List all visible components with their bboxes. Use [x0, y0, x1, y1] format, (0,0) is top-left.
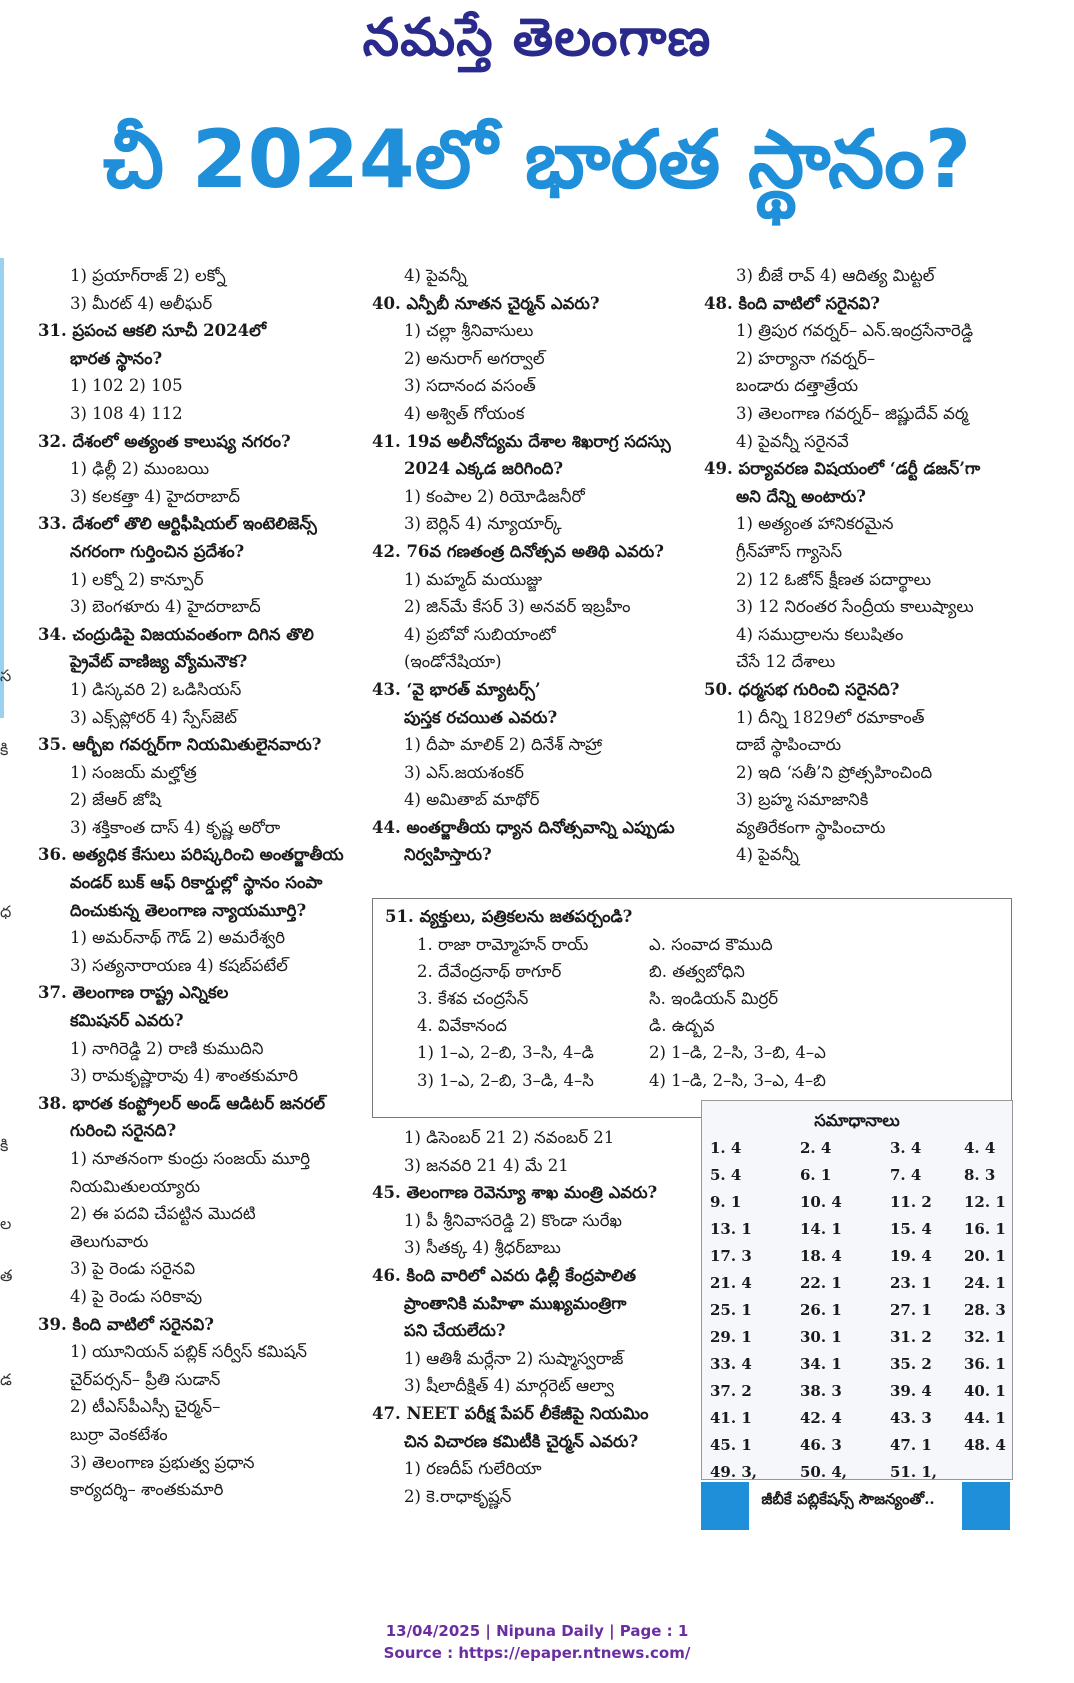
- text-line: 3) మీరట్ 4) అలీఘర్: [70, 293, 213, 313]
- text-line: 38. భారత కంప్ట్రోలర్ అండ్ ఆడిటర్ జనరల్: [38, 1093, 326, 1113]
- footer-source: Source : https://epaper.ntnews.com/: [383, 1644, 691, 1662]
- text-line: 2) హర్యానా గవర్నర్–: [736, 348, 876, 368]
- text-line: 2) టీఎస్‌పీఎస్సీ చైర్మన్–: [70, 1397, 221, 1417]
- text-line: ప్రైవేట్ వాణిజ్య వ్యోమనౌక?: [70, 652, 248, 672]
- answer-cell: 31. 2: [890, 1328, 932, 1346]
- answer-cell: 9. 1: [710, 1193, 742, 1211]
- edge-letter: కి: [0, 1136, 9, 1155]
- answer-cell: 43. 3: [890, 1409, 932, 1427]
- credit-square-right: [962, 1482, 1010, 1530]
- text-line: భారత స్థానం?: [70, 348, 163, 368]
- text-line: చైర్‌పర్సన్– ప్రీతి సుడాన్: [70, 1369, 221, 1389]
- text-line: నగరంగా గుర్తించిన ప్రదేశం?: [70, 541, 245, 561]
- text-line: 1) సంజయ్ మల్హోత్ర: [70, 762, 197, 782]
- answer-cell: 46. 3: [800, 1436, 842, 1454]
- text-line: 3) సత్యనారాయణ 4) కషబ్‌పటేల్: [70, 955, 288, 975]
- text-line: 2) జిన్‌మే కేసర్ 3) అనవర్ ఇబ్రహీం: [404, 597, 631, 617]
- text-line: 2) 12 ఓజోన్ క్షీణత పదార్థాలు: [736, 569, 932, 589]
- text-line: బండారు దత్తాత్రేయ: [736, 376, 859, 396]
- answer-cell: 28. 3: [964, 1301, 1006, 1319]
- answer-cell: 3. 4: [890, 1139, 922, 1157]
- text-line: 48. కింది వాటిలో సరైనవి?: [704, 293, 880, 313]
- answer-cell: 35. 2: [890, 1355, 932, 1373]
- answer-cell: 22. 1: [800, 1274, 842, 1292]
- text-line: 3) ఎస్.జయశంకర్: [404, 762, 524, 782]
- text-line: 44. అంతర్జాతీయ ధ్యాన దినోత్సవాన్ని ఎప్పుడు: [372, 817, 675, 837]
- q51-item: 2. దేవేంద్రనాథ్ ఠాగూర్: [417, 962, 562, 981]
- text-line: 4) ప్రబోవో సుబియాంటో: [404, 624, 556, 644]
- text-line: దించుకున్న తెలంగాణ న్యాయమూర్తి?: [70, 900, 307, 920]
- answer-cell: 25. 1: [710, 1301, 752, 1319]
- text-line: 3) బెంగళూరు 4) హైదరాబాద్: [70, 597, 261, 617]
- text-line: 43. ‘వై భారత్ మ్యాటర్స్’: [372, 679, 541, 699]
- text-line: 1) డిసెంబర్ 21 2) నవంబర్ 21: [404, 1128, 615, 1147]
- answer-cell: 47. 1: [890, 1436, 932, 1454]
- answer-cell: 14. 1: [800, 1220, 842, 1238]
- text-line: దాబే స్థాపించారు: [736, 735, 842, 755]
- answer-cell: 40. 1: [964, 1382, 1006, 1400]
- text-line: కమిషనర్ ఎవరు?: [70, 1011, 184, 1031]
- text-line: 3) బ్రహ్మ సమాజానికి: [736, 790, 869, 810]
- text-line: 2) అనురాగ్ అగర్వాల్: [404, 348, 545, 368]
- answer-cell: 44. 1: [964, 1409, 1006, 1427]
- text-line: 3) జనవరి 21 4) మే 21: [404, 1155, 569, 1175]
- text-line: బుర్రా వెంకటేశం: [70, 1424, 168, 1444]
- answer-cell: 26. 1: [800, 1301, 842, 1319]
- text-line: 4) పైవన్నీ సరైనవే: [736, 431, 849, 451]
- text-line: 1) అమర్‌నాథ్ గౌడ్ 2) అమరేశ్వరి: [70, 928, 285, 948]
- text-line: 1) మహ్మద్ మయుజ్జు: [404, 569, 543, 589]
- answer-cell: 17. 3: [710, 1247, 752, 1265]
- answer-cell: 20. 1: [964, 1247, 1006, 1265]
- text-line: 1) అత్యంత హానికరమైన: [736, 514, 894, 534]
- answer-cell: 2. 4: [800, 1139, 832, 1157]
- text-line: 1) దీపా మాలిక్ 2) దినేశ్ సాహ్రా: [404, 735, 603, 755]
- edge-letter: త: [0, 1266, 13, 1285]
- text-line: 50. ధర్మసభ గురించి సరైనది?: [704, 679, 900, 699]
- text-line: 3) పై రెండు సరైనవి: [70, 1259, 196, 1279]
- answer-cell: 39. 4: [890, 1382, 932, 1400]
- left-edge-bar: [0, 258, 4, 718]
- q51-option: 2) 1–డి, 2–సి, 3–బి, 4–ఎ: [649, 1043, 826, 1062]
- text-line: 34. చంద్రుడిపై విజయవంతంగా దిగిన తొలి: [38, 624, 314, 644]
- column-2-lower: [372, 1124, 657, 1510]
- answer-cell: 29. 1: [710, 1328, 752, 1346]
- q51-option: 1) 1–ఎ, 2–బి, 3–సి, 4–డి: [417, 1043, 594, 1062]
- edge-letter: ధ: [0, 902, 12, 921]
- text-line: 1) ఆతిశీ మర్లేనా 2) సుష్మాస్వరాజ్: [404, 1348, 624, 1368]
- answer-cell: 30. 1: [800, 1328, 842, 1346]
- question-51: 51. వ్యక్తులు, పత్రికలను జతపర్చండి?: [385, 907, 633, 926]
- column-1: [38, 262, 344, 1504]
- text-line: 4) పై రెండు సరికావు: [70, 1286, 203, 1306]
- answer-cell: 15. 4: [890, 1220, 932, 1238]
- text-line: 1) యూనియన్ పబ్లిక్ సర్వీస్ కమిషన్: [70, 1342, 308, 1362]
- text-line: 1) నూతనంగా కుంద్రు సంజయ్ మూర్తి: [70, 1149, 311, 1168]
- text-line: 41. 19వ అలీనోద్యమ దేశాల శిఖరాగ్ర సదస్సు: [372, 431, 671, 451]
- text-line: 2) జేఆర్ జోషి: [70, 790, 161, 810]
- q51-item: 3. కేశవ చంద్రసేన్: [417, 989, 529, 1008]
- text-line: 3) కలకత్తా 4) హైదరాబాద్: [70, 486, 241, 506]
- answer-cell: 13. 1: [710, 1220, 752, 1238]
- answer-cell: 33. 4: [710, 1355, 752, 1373]
- answer-cell: 48. 4: [964, 1436, 1006, 1454]
- text-line: వ్యతిరేకంగా స్థాపించారు: [736, 817, 886, 837]
- edge-letter: కి: [0, 740, 9, 759]
- column-2: [372, 262, 675, 869]
- headline: చీ 2024లో భారత స్థానం?: [102, 113, 972, 206]
- q51-item: 4. వివేకానంద: [417, 1016, 507, 1035]
- text-line: 42. 76వ గణతంత్ర దినోత్సవ అతిథి ఎవరు?: [372, 541, 664, 561]
- text-line: 35. ఆర్బీఐ గవర్నర్‌గా నియమితులైనవారు?: [38, 735, 322, 755]
- edge-letter: డ: [0, 1370, 12, 1389]
- text-line: 33. దేశంలో తొలి ఆర్టిఫీషియల్ ఇంటెలిజెన్స్: [38, 514, 317, 534]
- answer-cell: 50. 4,: [800, 1463, 847, 1481]
- text-line: 3) సదానంద వసంత్: [404, 376, 536, 396]
- text-line: వండర్ బుక్ ఆఫ్ రికార్డుల్లో స్థానం సంపా: [70, 873, 323, 893]
- text-line: నిర్వహిస్తారు?: [404, 845, 492, 865]
- text-line: 36. అత్యధిక కేసులు పరిష్కరించి అంతర్జాతీయ: [38, 845, 344, 865]
- text-line: 1) త్రిపుర గవర్నర్– ఎన్.ఇంద్రసేనారెడ్డి: [736, 321, 974, 341]
- text-line: 45. తెలంగాణ రెవెన్యూ శాఖ మంత్రి ఎవరు?: [372, 1183, 658, 1203]
- q51-option: 3) 1–ఎ, 2–బి, 3–డి, 4–సి: [417, 1071, 594, 1090]
- text-line: పని చేయలేదు?: [404, 1321, 506, 1341]
- edge-letter: స: [0, 666, 12, 685]
- text-line: 3) రామకృష్ణారావు 4) శాంతకుమారి: [70, 1066, 299, 1086]
- answer-cell: 23. 1: [890, 1274, 932, 1292]
- masthead-logo: నమస్తే తెలంగాణ: [362, 8, 712, 68]
- answer-cell: 16. 1: [964, 1220, 1006, 1238]
- text-line: 37. తెలంగాణ రాష్ట్ర ఎన్నికల: [38, 983, 229, 1003]
- answer-cell: 36. 1: [964, 1355, 1006, 1373]
- text-line: 2) ఈ పదవి చేపట్టిన మొదటి: [70, 1204, 256, 1224]
- text-line: 46. కింది వారిలో ఎవరు ఢిల్లీ కేంద్రపాలిత: [372, 1265, 636, 1285]
- answer-cell: 6. 1: [800, 1166, 832, 1184]
- text-line: 2) ఇది ‘సతీ’ని ప్రోత్సహించింది: [736, 762, 933, 782]
- text-line: 1) లక్నో 2) కాన్పూర్: [70, 569, 204, 589]
- question-51-box: [372, 898, 1012, 1118]
- answer-cell: 49. 3,: [710, 1463, 757, 1481]
- text-line: 47. NEET పరీక్ష పేపర్ లీకేజీపై నియమిం: [372, 1403, 649, 1423]
- text-line: 4) అశ్విత్ గోయంక: [404, 403, 525, 423]
- text-line: 39. కింది వాటిలో సరైనవి?: [38, 1314, 214, 1334]
- answer-cell: 37. 2: [710, 1382, 752, 1400]
- answer-cell: 5. 4: [710, 1166, 742, 1184]
- column-3: [704, 262, 980, 869]
- text-line: చిన విచారణ కమిటీకి చైర్మన్ ఎవరు?: [404, 1431, 639, 1451]
- answer-cell: 11. 2: [890, 1193, 932, 1211]
- text-line: గ్రీన్‌హౌస్ గ్యాసెస్: [736, 541, 843, 561]
- text-line: 3) తెలంగాణ ప్రభుత్వ ప్రధాన: [70, 1452, 255, 1472]
- text-line: 3) 108 4) 112: [70, 403, 183, 423]
- text-line: 4) పైవన్నీ: [404, 266, 467, 285]
- text-line: 1) 102 2) 105: [70, 376, 183, 396]
- credit-square-left: [701, 1482, 749, 1530]
- answer-cell: 10. 4: [800, 1193, 842, 1211]
- text-line: 4) పైవన్నీ: [736, 845, 799, 865]
- text-line: 3) తెలంగాణ గవర్నర్– జిష్ణుదేవ్ వర్మ: [736, 403, 969, 423]
- answer-cell: 19. 4: [890, 1247, 932, 1265]
- text-line: 1) నాగిరెడ్డి 2) రాణి కుముదిని: [70, 1038, 264, 1058]
- text-line: కార్యదర్శి– శాంతకుమారి: [70, 1480, 224, 1500]
- text-line: పుస్తక రచయిత ఎవరు?: [404, 707, 558, 727]
- answer-cell: 27. 1: [890, 1301, 932, 1319]
- text-line: నియమితులయ్యారు: [70, 1176, 201, 1196]
- text-line: 4) అమితాబ్ మాథోర్: [404, 790, 540, 810]
- answer-cell: 7. 4: [890, 1166, 922, 1184]
- text-line: తెలుగువారు: [70, 1231, 149, 1251]
- answer-cell: 12. 1: [964, 1193, 1006, 1211]
- q51-item: సి. ఇండియన్ మిర్రర్: [649, 989, 779, 1008]
- text-line: 1) ప్రయాగ్‌రాజ్ 2) లక్నో: [70, 266, 226, 285]
- edge-letter: ల: [0, 1214, 12, 1233]
- answer-cell: 42. 4: [800, 1409, 842, 1427]
- text-line: 31. ప్రపంచ ఆకలి సూచీ 2024లో: [38, 321, 267, 341]
- answer-cell: 1. 4: [710, 1139, 742, 1157]
- text-line: 49. పర్యావరణ విషయంలో ‘డర్టీ డజన్’గా: [704, 459, 981, 479]
- answers-box: [701, 1100, 1013, 1480]
- answer-cell: 8. 3: [964, 1166, 996, 1184]
- text-line: 3) సీతక్క 4) శ్రీధర్‌బాబు: [404, 1238, 561, 1258]
- q51-option: 4) 1–డి, 2–సి, 3–ఎ, 4–బి: [649, 1071, 826, 1090]
- text-line: ప్రాంతానికి మహిళా ముఖ్యమంత్రిగా: [404, 1293, 627, 1313]
- text-line: 1) ఢిల్లీ 2) ముంబయి: [70, 459, 210, 479]
- text-line: 3) శక్తికాంత దాస్ 4) కృష్ణ అరోరా: [70, 817, 281, 837]
- text-line: గురించి సరైనది?: [70, 1121, 177, 1141]
- text-line: 40. ఎన్పీబీ నూతన చైర్మన్ ఎవరు?: [372, 293, 600, 313]
- text-line: 3) బీజే రావ్ 4) ఆదిత్య మిట్టల్: [736, 266, 935, 285]
- answer-cell: 38. 3: [800, 1382, 842, 1400]
- text-line: అని దేన్ని అంటారు?: [736, 486, 866, 506]
- text-line: 4) సముద్రాలను కలుషితం: [736, 624, 904, 644]
- q51-item: బి. తత్వబోధిని: [649, 962, 745, 981]
- answer-cell: 18. 4: [800, 1247, 842, 1265]
- answers-title: సమాధానాలు: [814, 1111, 900, 1130]
- answer-cell: 34. 1: [800, 1355, 842, 1373]
- answer-cell: 41. 1: [710, 1409, 752, 1427]
- q51-item: 1. రాజా రామ్మోహన్ రాయ్: [417, 935, 589, 954]
- text-line: 3) ఎక్స్‌ప్లోరర్ 4) స్పేస్‌జెట్: [70, 707, 237, 727]
- q51-item: ఎ. సంవాద కౌముది: [649, 935, 773, 954]
- text-line: 32. దేశంలో అత్యంత కాలుష్య నగరం?: [38, 431, 291, 451]
- text-line: 1) కంపాల 2) రియోడిజనీరో: [404, 486, 585, 506]
- text-line: 1) చల్లా శ్రీనివాసులు: [404, 321, 534, 341]
- answer-cell: 24. 1: [964, 1274, 1006, 1292]
- text-line: 3) బెర్లిన్ 4) న్యూయార్క్: [404, 514, 562, 534]
- text-line: 3) షీలాదీక్షిత్ 4) మార్గరెట్ ఆల్వా: [404, 1376, 615, 1396]
- text-line: 1) రణదీప్ గులేరియా: [404, 1459, 542, 1479]
- text-line: (ఇండోనేషియా): [404, 652, 502, 672]
- answer-cell: 32. 1: [964, 1328, 1006, 1346]
- answer-cell: 21. 4: [710, 1274, 752, 1292]
- footer-date: 13/04/2025 | Nipuna Daily | Page : 1: [385, 1622, 689, 1640]
- q51-item: డి. ఉద్బవ: [649, 1016, 715, 1035]
- text-line: 1) దీన్ని 1829లో రమాకాంత్: [736, 707, 925, 727]
- text-line: 2024 ఎక్కడ జరిగింది?: [404, 459, 564, 479]
- text-line: 1) డిస్కవరి 2) ఒడిసియస్: [70, 679, 242, 699]
- text-line: 3) 12 నిరంతర సేంద్రీయ కాలుష్యాలు: [736, 597, 974, 617]
- credit-line: జీబీకే పబ్లికేషన్స్ సౌజన్యంతో..: [761, 1490, 935, 1508]
- text-line: 1) పీ శ్రీనివాసరెడ్డి 2) కొండా సురేఖ: [404, 1210, 622, 1230]
- text-line: 2) కె.రాధాకృష్ణన్: [404, 1486, 512, 1506]
- text-line: చేసే 12 దేశాలు: [736, 652, 836, 672]
- answer-cell: 4. 4: [964, 1139, 996, 1157]
- answer-cell: 51. 1,: [890, 1463, 937, 1481]
- answer-cell: 45. 1: [710, 1436, 752, 1454]
